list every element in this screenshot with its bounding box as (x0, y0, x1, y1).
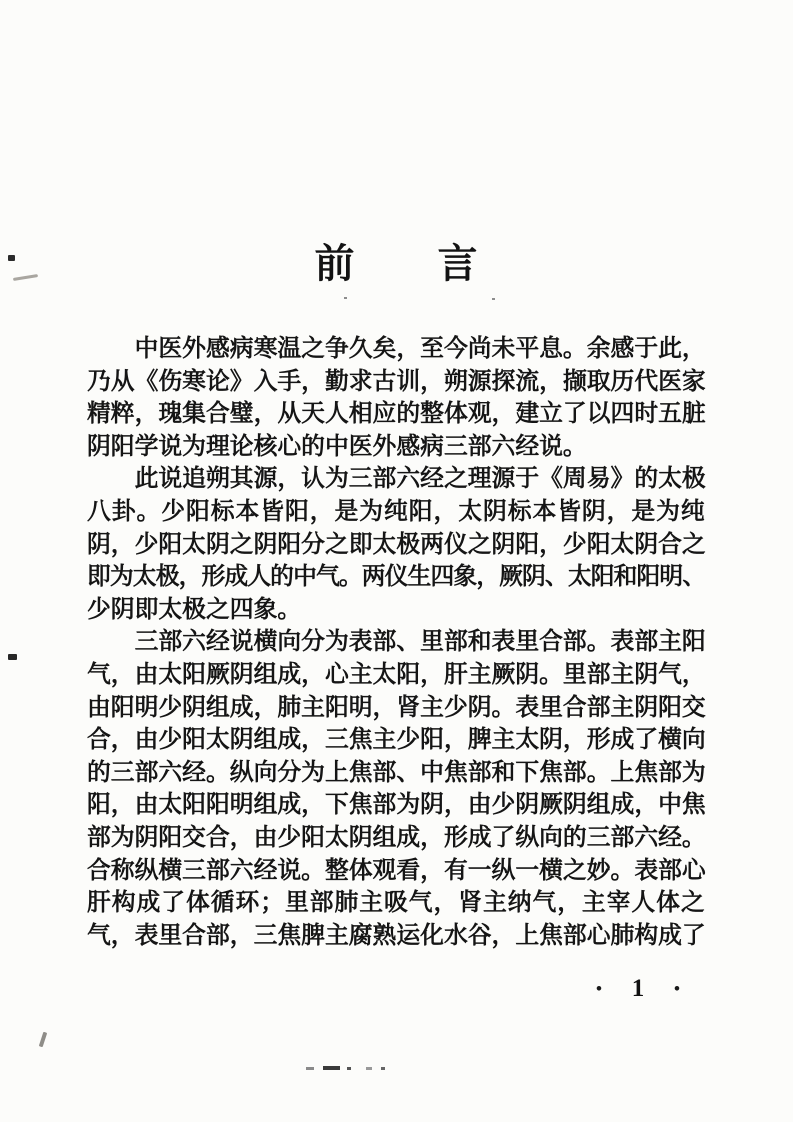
scan-artifact (381, 1067, 385, 1070)
text-line: 气，由太阳厥阴组成，心主太阳，肝主厥阴。里部主阴气， (87, 661, 706, 688)
text-line: 阳，由太阳阳明组成，下焦部为阴，由少阴厥阴组成，中焦 (87, 792, 706, 819)
scan-artifact (344, 297, 347, 299)
scan-artifact (8, 654, 17, 660)
text-line: 阴，少阳太阴之阴阳分之即太极两仪之阴阳，少阳太阴合之 (87, 531, 706, 558)
text-line: 乃从《伤寒论》入手，勤求古训，朔源探流，撷取历代医家 (87, 368, 706, 395)
text-line: 部为阴阳交合，由少阳太阴组成，形成了纵向的三部六经。 (87, 824, 706, 851)
scan-artifact (39, 1032, 47, 1048)
text-line: 肝构成了体循环；里部肺主吸气，肾主纳气，主宰人体之 (87, 890, 706, 917)
text-line: 由阳明少阴组成，肺主阳明，肾主少阴。表里合部主阴阳交 (87, 694, 706, 721)
text-line: 八卦。少阳标本皆阳，是为纯阳，太阴标本皆阴，是为纯 (87, 498, 706, 525)
page-title: 前 言 (314, 241, 479, 286)
text-line: 三部六经说横向分为表部、里部和表里合部。表部主阳 (87, 629, 706, 656)
page-number: 1 (631, 975, 645, 1002)
scan-artifact (366, 1067, 372, 1070)
text-line: 合，由少阳太阴组成，三焦主少阳，脾主太阴，形成了横向 (87, 727, 706, 754)
text-line: 即为太极，形成人的中气。两仪生四象，厥阴、太阳和阳明、 (87, 564, 706, 591)
body-text (87, 333, 711, 952)
bullet-decoration: • (674, 979, 680, 998)
scan-artifact (347, 1067, 351, 1070)
scan-artifact (306, 1067, 314, 1070)
text-line: 精粹，瑰集合璧，从天人相应的整体观，建立了以四时五脏 (87, 401, 706, 428)
text-line: 的三部六经。纵向分为上焦部、中焦部和下焦部。上焦部为 (87, 759, 706, 786)
text-line: 此说追朔其源，认为三部六经之理源于《周易》的太极 (87, 466, 706, 493)
text-line: 少阴即太极之四象。 (87, 596, 302, 623)
page-number-footer (596, 976, 680, 1001)
text-line: 气，表里合部，三焦脾主腐熟运化水谷，上焦部心肺构成了 (87, 922, 706, 949)
bullet-decoration: • (596, 979, 602, 998)
text-line: 阴阳学说为理论核心的中医外感病三部六经说。 (87, 433, 587, 460)
scan-artifact (492, 298, 495, 300)
text-line: 合称纵横三部六经说。整体观看，有一纵一横之妙。表部心 (87, 857, 706, 884)
scan-artifact (323, 1066, 340, 1070)
text-line: 中医外感病寒温之争久矣，至今尚未平息。余感于此， (87, 336, 706, 362)
